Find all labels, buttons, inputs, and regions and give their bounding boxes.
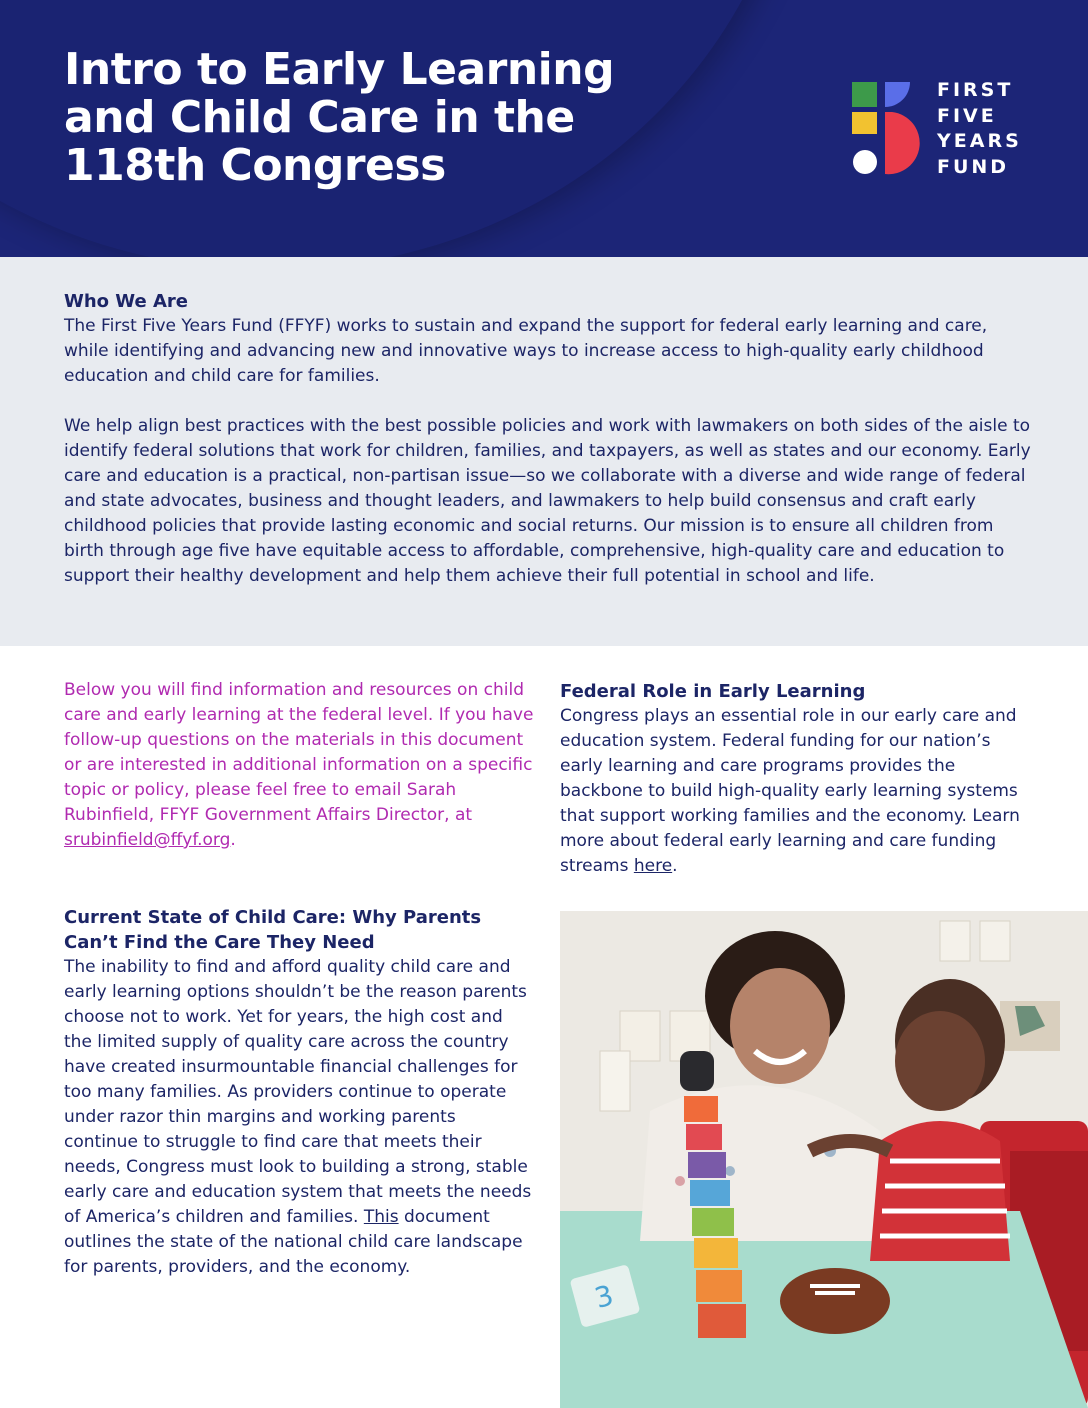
current-state-heading: Current State of Child Care: Why Parents Can’t Find the Care They Need — [64, 907, 482, 953]
federal-role-text: Congress plays an essential role in our early care and education system. Federal funding for our nation’s early learning and care programs provides the backbone to build high-quality early learning systems that support working families and the economy. Learn more about federal early learning and care funding streams — [560, 706, 1020, 876]
title-line: Intro to Early Learning — [64, 44, 615, 95]
document-link[interactable]: This — [363, 1207, 399, 1227]
logo-line: FIVE — [937, 104, 997, 127]
intro-text-end: . — [230, 830, 236, 850]
logo-wordmark — [937, 78, 1022, 180]
funding-streams-link[interactable]: here — [633, 856, 673, 876]
svg-text:3: 3 — [591, 1278, 617, 1316]
logo-line: FUND — [937, 155, 1010, 178]
intro-paragraph — [64, 678, 534, 853]
photo-illustration — [560, 911, 1088, 1408]
current-state-section — [64, 905, 534, 1280]
logo-line: YEARS — [937, 130, 1022, 152]
current-state-text-end: document outlines the state of the national child care landscape for parents, providers, and the economy. — [64, 1207, 523, 1277]
header-banner — [0, 0, 1088, 257]
logo-line: FIRST — [937, 79, 1014, 101]
federal-role-text-end: . — [672, 856, 678, 876]
title-line: 118th Congress — [64, 140, 446, 191]
federal-role-heading: Federal Role in Early Learning — [560, 681, 866, 702]
page-title — [64, 46, 664, 190]
who-we-are-paragraph: We help align best practices with the best possible policies and work with lawmakers on both sides of the aisle to identify federal solutions that work for children, families, and taxpayers, as well as states and our economy. Early care and education is a practical, non-partisan issue—so we collaborate with a diverse and wide range of federal and state advocates, business and thought leaders, and lawmakers to help build consensus and craft early childhood policies that provide lasting economic and social returns. Our mission is to ensure all children from birth through age five have equitable access to affordable, comprehensive, high-quality care and education to support their healthy development and help them achieve their full potential in school and life. — [64, 416, 1031, 586]
federal-role-section — [560, 679, 1020, 879]
intro-text: Below you will find information and resources on child care and early learning at the federal level. If you have follow-up questions on the materials in this document or are interested in additional information on a specific topic or policy, please feel free to email Sarah Rubinfield, FFYF Government Affairs Director, at — [64, 680, 534, 825]
current-state-paragraph — [64, 955, 534, 1280]
photo-woman-child-icon — [560, 911, 1088, 1408]
who-we-are-section — [0, 257, 1088, 646]
who-we-are-paragraph: The First Five Years Fund (FFYF) works to sustain and expand the support for federal early learning and care, while identifying and advancing new and innovative ways to increase access to high-quality early childhood education and child care for families. — [64, 316, 988, 386]
title-line: and Child Care in the — [64, 92, 575, 143]
email-link[interactable]: srubinfield@ffyf.org — [64, 830, 231, 850]
intro-section — [64, 678, 534, 853]
who-we-are-heading: Who We Are — [64, 291, 189, 312]
federal-role-paragraph — [560, 704, 1020, 879]
current-state-text: The inability to find and afford quality child care and early learning options shouldn’t be the reason parents choose not to work. Yet for years, the high cost and the limited supply of quality care across the country have created insurmountable financial challenges for too many families. As providers continue to operate under razor thin margins and working parents continue to struggle to find care that meets their needs, Congress must look to building a strong, stable early care and education system that meets the needs of America’s children and families. — [64, 957, 532, 1227]
